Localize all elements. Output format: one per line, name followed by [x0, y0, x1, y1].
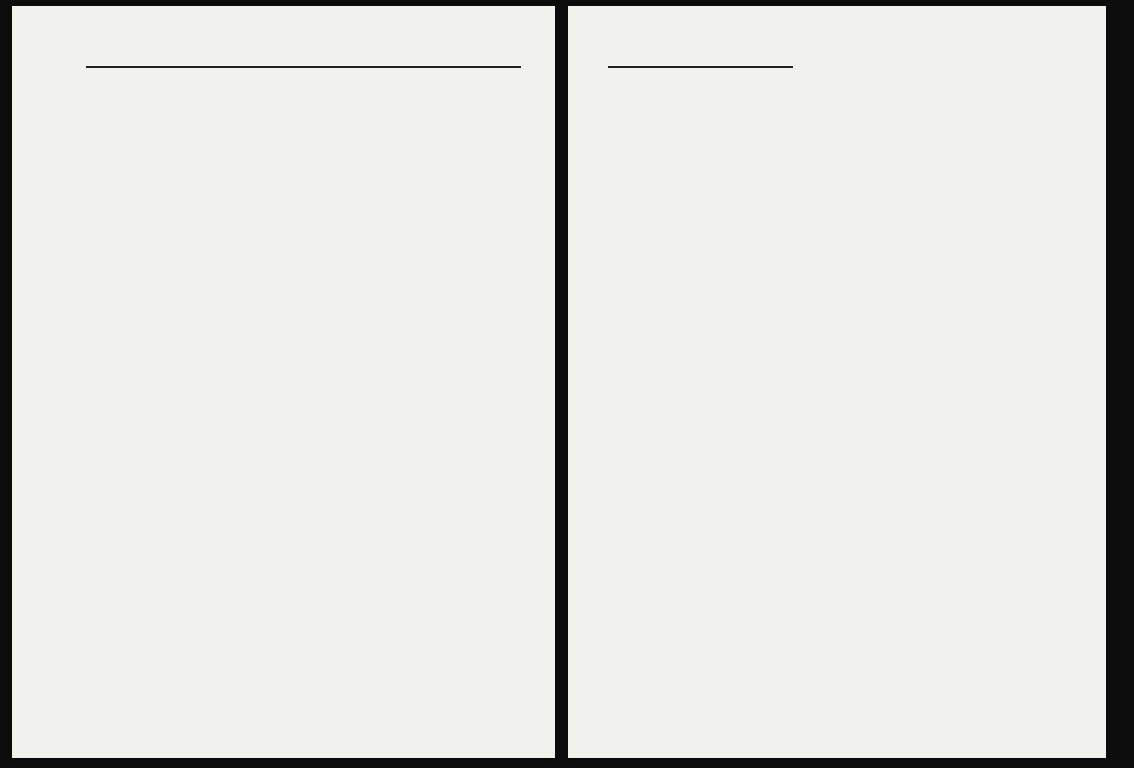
top-rule [608, 66, 793, 68]
top-rule [86, 66, 521, 68]
right-page [568, 6, 1106, 758]
left-page [12, 6, 555, 758]
